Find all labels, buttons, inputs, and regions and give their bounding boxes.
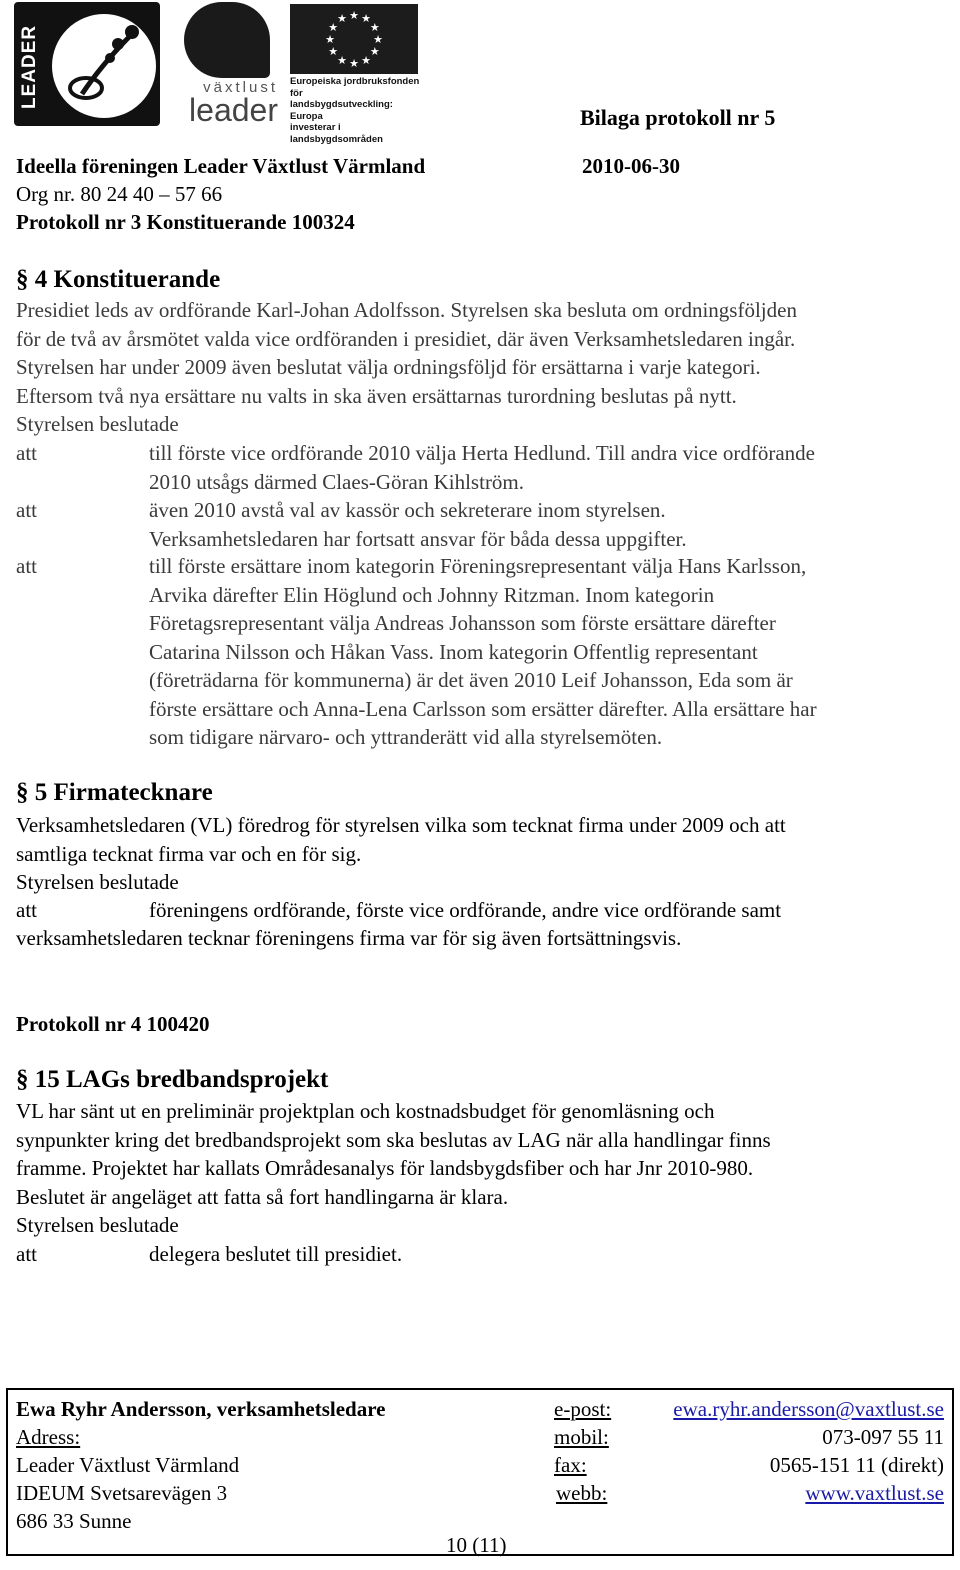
star-icon: ★ xyxy=(361,13,371,26)
star-icon: ★ xyxy=(369,22,380,34)
footer-adress-label: Adress: xyxy=(16,1425,81,1449)
footer-webb-label: webb: xyxy=(556,1481,608,1505)
decision-text: föreningens ordförande, förste vice ordförande, andre vice ordförande samt xyxy=(149,898,782,922)
footer-street: IDEUM Svetsarevägen 3 xyxy=(16,1481,228,1505)
decision-keyword: att xyxy=(16,498,37,522)
section-heading: § 5 Firmatecknare xyxy=(16,779,213,806)
star-icon: ★ xyxy=(325,34,335,46)
star-icon: ★ xyxy=(328,46,339,58)
section4-intro xyxy=(16,296,946,439)
contact-footer xyxy=(6,1388,954,1556)
section15-body xyxy=(16,1097,946,1240)
decision-keyword: att xyxy=(16,898,37,922)
protokoll-title: Protokoll nr 3 Konstituerande 100324 xyxy=(16,210,355,234)
protokoll-title: Protokoll nr 4 100420 xyxy=(16,1012,210,1036)
decision-keyword: att xyxy=(16,441,37,465)
eu-caption-line: landsbygdsutveckling: Europa xyxy=(290,99,393,122)
star-icon: ★ xyxy=(369,46,380,58)
text-line: framme. Projektet har kallats Områdesanalys för landsbygdsfiber och har Jnr 2010-980. xyxy=(16,1156,754,1180)
text-line: verksamhetsledaren tecknar föreningens firma var för sig även fortsättningsvis. xyxy=(16,926,682,950)
text-line: Styrelsen beslutade xyxy=(16,412,179,436)
footer-email-link[interactable]: ewa.ryhr.andersson@vaxtlust.se xyxy=(673,1397,944,1421)
text-line: Eftersom två nya ersättare nu valts in ska även ersättarnas turordning beslutas på nytt. xyxy=(16,383,737,408)
flower-icon xyxy=(52,14,156,118)
text-line: till förste vice ordförande 2010 välja Herta Hedlund. Till andra vice ordförande xyxy=(149,441,815,465)
section-heading: § 15 LAGs bredbandsprojekt xyxy=(16,1066,329,1093)
decision-text xyxy=(149,496,939,553)
text-line: Beslutet är angeläget att fatta så fort handlingarna är klara. xyxy=(16,1184,509,1209)
page-number: 10 (11) xyxy=(446,1533,507,1557)
leader-logo-text: LEADER xyxy=(19,24,40,110)
footer-fax: 0565-151 11 (direkt) xyxy=(769,1453,944,1477)
star-icon: ★ xyxy=(349,10,359,22)
text-line: synpunkter kring det bredbandsprojekt som ska beslutas av LAG när alla handlingar finns xyxy=(16,1127,771,1152)
text-line: Styrelsen beslutade xyxy=(16,870,179,894)
text-line: samtliga tecknat firma var och en för sig. xyxy=(16,841,362,866)
text-line: för de två av årsmötet valda vice ordföranden i presidiet, där även Verksamhetsledaren ingår. xyxy=(16,326,796,351)
text-line: förste ersättare och Anna-Lena Carlsson som ersätter därefter. Alla ersättare har xyxy=(149,696,817,721)
text-line: 2010 utsågs därmed Claes-Göran Kihlström. xyxy=(149,469,525,494)
leader-logo-emblem xyxy=(52,14,156,118)
decision-text xyxy=(149,552,939,752)
footer-org: Leader Växtlust Värmland xyxy=(16,1453,240,1477)
footer-postal: 686 33 Sunne xyxy=(16,1509,132,1533)
text-line: som tidigare närvaro- och yttranderätt vid alla styrelsemöten. xyxy=(149,725,663,749)
footer-name: Ewa Ryhr Andersson, verksamhetsledare xyxy=(16,1397,386,1421)
text-line: Presidiet leds av ordförande Karl-Johan Adolfsson. Styrelsen ska besluta om ordningsföljden xyxy=(16,298,797,322)
star-icon: ★ xyxy=(361,54,371,67)
decision-keyword: att xyxy=(16,1242,37,1266)
star-icon: ★ xyxy=(328,22,339,34)
eu-flag-icon xyxy=(290,4,418,74)
text-line: VL har sänt ut en preliminär projektplan och kostnadsbudget för genomläsning och xyxy=(16,1099,715,1123)
footer-fax-label: fax: xyxy=(554,1453,587,1477)
footer-mobil: 073-097 55 11 xyxy=(822,1425,944,1449)
star-icon: ★ xyxy=(349,58,359,70)
eu-caption-line: investerar i landsbygdsområden xyxy=(290,122,383,145)
eu-logo xyxy=(286,4,420,145)
org-name: Ideella föreningen Leader Växtlust Värmland xyxy=(16,154,426,178)
text-line: till förste ersättare inom kategorin Föreningsrepresentant välja Hans Karlsson, xyxy=(149,554,807,578)
eu-logo-caption xyxy=(290,76,424,145)
text-line: även 2010 avstå val av kassör och sekreterare inom styrelsen. xyxy=(149,498,666,522)
star-icon: ★ xyxy=(337,13,347,26)
leader-logo xyxy=(14,2,160,126)
vaxtlust-logo-line2: leader xyxy=(189,92,278,128)
star-icon: ★ xyxy=(337,54,347,67)
text-line: Catarina Nilsson och Håkan Vass. Inom kategorin Offentlig representant xyxy=(149,639,758,664)
vaxtlust-leaf-icon xyxy=(184,2,270,78)
decision-text: delegera beslutet till presidiet. xyxy=(149,1242,403,1266)
vaxtlust-logo xyxy=(170,0,278,128)
text-line: Styrelsen beslutade xyxy=(16,1213,179,1237)
text-line: Företagsrepresentant välja Andreas Johansson som förste ersättare därefter xyxy=(149,611,776,635)
decision-keyword: att xyxy=(16,554,37,578)
text-line: Verksamhetsledaren har fortsatt ansvar för båda dessa uppgifter. xyxy=(149,526,687,551)
bilaga-label: Bilaga protokoll nr 5 xyxy=(580,105,776,130)
text-line: (företrädarna för kommunerna) är det även 2010 Leif Johansson, Eda som är xyxy=(149,668,793,692)
section5-body xyxy=(16,811,946,897)
star-icon: ★ xyxy=(373,34,383,46)
text-line: Verksamhetsledaren (VL) föredrog för styrelsen vilka som tecknat firma under 2009 och att xyxy=(16,813,786,837)
text-line: Arvika därefter Elin Höglund och Johnny Ritzman. Inom kategorin xyxy=(149,582,715,607)
footer-email-label: e-post: xyxy=(554,1397,612,1421)
footer-webb-link[interactable]: www.vaxtlust.se xyxy=(805,1481,944,1505)
org-number: Org nr. 80 24 40 – 57 66 xyxy=(16,182,223,206)
vaxtlust-logo-line1: växtlust xyxy=(203,79,278,96)
document-date: 2010-06-30 xyxy=(582,154,680,178)
footer-mobil-label: mobil: xyxy=(554,1425,609,1449)
decision-text xyxy=(149,439,939,496)
section-heading: § 4 Konstituerande xyxy=(16,266,221,293)
text-line: Styrelsen har under 2009 även beslutat välja ordningsföljd för ersättarna i varje kategori. xyxy=(16,355,761,379)
eu-caption-line: Europeiska jordbruksfonden för xyxy=(290,76,420,99)
